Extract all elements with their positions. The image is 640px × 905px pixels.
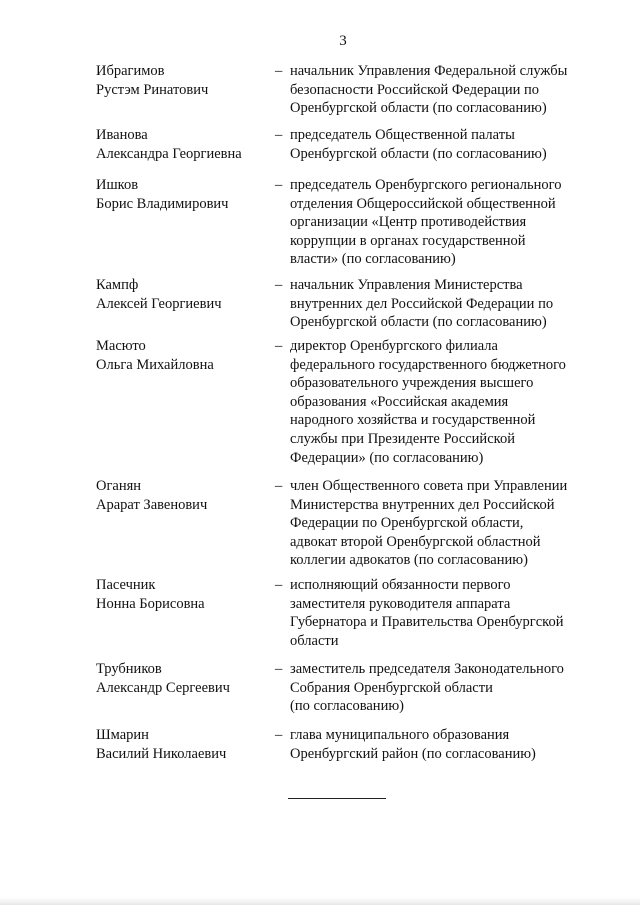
member-position-line: Федерации» (по согласованию) (290, 449, 484, 466)
member-position-line: начальник Управления Федеральной службы (290, 63, 568, 79)
member-position-line: Губернатора и Правительства Оренбургской (290, 614, 564, 631)
member-position-line: коррупции в органах государственной (290, 232, 526, 249)
member-position (290, 126, 590, 163)
member-surname: Оганян (96, 478, 142, 494)
member-position-line: организации «Центр противодействия (290, 214, 527, 231)
member-name (96, 576, 271, 613)
member-surname: Кампф (96, 277, 139, 293)
member-surname: Иванова (96, 127, 148, 143)
member-position (290, 337, 590, 467)
member-position (290, 62, 590, 118)
member-name (96, 477, 271, 514)
member-position (290, 576, 590, 650)
member-position-line: области (290, 632, 339, 649)
member-dash: – (275, 277, 283, 293)
end-separator-line (288, 798, 386, 799)
member-given-names: Борис Владимирович (96, 195, 229, 212)
member-position-line: директор Оренбургского филиала (290, 338, 498, 354)
member-surname: Масюто (96, 338, 146, 354)
member-name (96, 176, 271, 213)
member-name (96, 337, 271, 374)
member-name (96, 126, 271, 163)
member-position-line: глава муниципального образования (290, 727, 510, 743)
member-position-line: заместителя руководителя аппарата (290, 595, 511, 612)
member-position-line: народного хозяйства и государственной (290, 412, 536, 429)
member-position-line: отделения Общероссийской общественной (290, 195, 556, 212)
member-position-line: Федерации по Оренбургской области, (290, 515, 524, 532)
member-given-names: Александра Георгиевна (96, 145, 242, 162)
member-position-line: Собрания Оренбургской области (290, 679, 493, 696)
member-given-names: Алексей Георгиевич (96, 295, 222, 312)
member-position-line: член Общественного совета при Управлении (290, 478, 568, 494)
member-dash: – (275, 338, 283, 354)
member-dash: – (275, 727, 283, 743)
member-surname: Ишков (96, 177, 139, 193)
member-surname: Трубников (96, 661, 162, 677)
member-position (290, 660, 590, 716)
member-position-line: Оренбургской области (по согласованию) (290, 145, 547, 162)
member-given-names: Александр Сергеевич (96, 679, 230, 696)
member-position-line: исполняющий обязанности первого (290, 577, 511, 593)
member-position-line: Оренбургской области (по согласованию) (290, 314, 547, 331)
member-position-line: Министерства внутренних дел Российской (290, 496, 555, 513)
member-name (96, 660, 271, 697)
scan-edge (0, 897, 640, 905)
member-surname: Ибрагимов (96, 63, 165, 79)
member-position (290, 276, 590, 332)
member-given-names: Рустэм Ринатович (96, 81, 209, 98)
member-position-line: адвокат второй Оренбургской областной (290, 533, 541, 550)
member-given-names: Нонна Борисовна (96, 595, 205, 612)
member-dash: – (275, 478, 283, 494)
member-position (290, 176, 590, 269)
member-position-line: внутренних дел Российской Федерации по (290, 295, 554, 312)
member-position-line: Оренбургский район (по согласованию) (290, 745, 536, 762)
member-dash: – (275, 63, 283, 79)
member-position-line: службы при Президенте Российской (290, 430, 515, 447)
member-position (290, 477, 590, 570)
member-position-line: начальник Управления Министерства (290, 277, 523, 293)
member-position (290, 726, 590, 763)
page-number: 3 (339, 33, 347, 49)
member-position-line: образования «Российская академия (290, 393, 509, 410)
member-name (96, 726, 271, 763)
member-surname: Пасечник (96, 577, 156, 593)
member-position-line: заместитель председателя Законодательного (290, 661, 564, 677)
member-given-names: Арарат Завенович (96, 496, 208, 513)
member-dash: – (275, 177, 283, 193)
member-position-line: Оренбургской области (по согласованию) (290, 100, 547, 117)
member-position-line: федерального государственного бюджетного (290, 356, 566, 373)
member-name (96, 62, 271, 99)
member-dash: – (275, 661, 283, 677)
member-position-line: председатель Оренбургского регионального (290, 177, 562, 193)
member-position-line: председатель Общественной палаты (290, 127, 515, 143)
member-given-names: Василий Николаевич (96, 745, 227, 762)
member-name (96, 276, 271, 313)
member-surname: Шмарин (96, 727, 149, 743)
member-dash: – (275, 127, 283, 143)
member-position-line: образовательного учреждения высшего (290, 375, 534, 392)
member-position-line: власти» (по согласованию) (290, 251, 456, 268)
member-position-line: коллегии адвокатов (по согласованию) (290, 552, 528, 569)
member-position-line: (по согласованию) (290, 698, 404, 715)
member-given-names: Ольга Михайловна (96, 356, 214, 373)
member-position-line: безопасности Российской Федерации по (290, 81, 540, 98)
member-dash: – (275, 577, 283, 593)
